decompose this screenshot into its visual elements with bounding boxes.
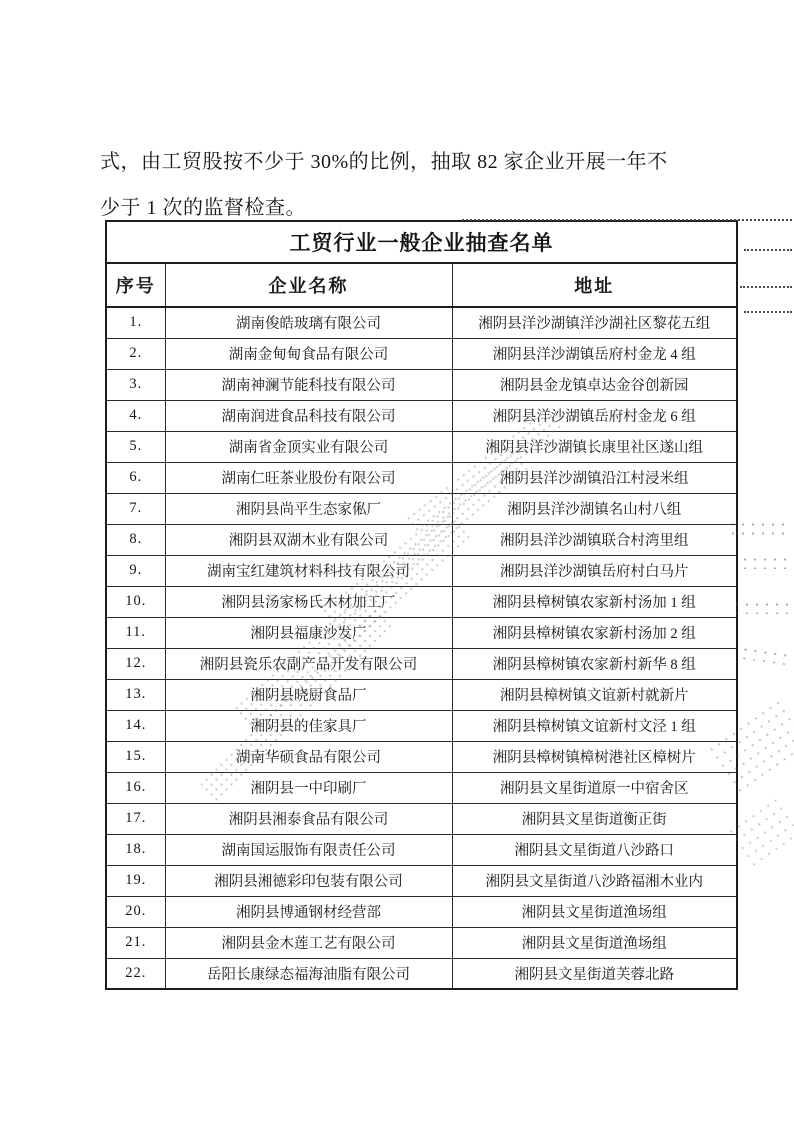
row-company-name: 湘阴县汤家杨氏木材加工厂 <box>165 586 452 617</box>
row-serial-number: 4. <box>106 400 165 431</box>
row-company-address: 湘阴县洋沙湖镇联合村湾里组 <box>452 524 737 555</box>
scan-artifact-speckle-margin-2 <box>740 555 792 569</box>
table-row <box>106 834 737 865</box>
row-company-name: 湖南俊皓玻璃有限公司 <box>165 307 452 338</box>
row-company-name: 岳阳长康绿态福海油脂有限公司 <box>165 958 452 989</box>
row-company-address: 湘阴县文星街道衡正街 <box>452 803 737 834</box>
scan-artifact-dotline-right-1 <box>744 249 792 251</box>
row-company-name: 湘阴县湘泰食品有限公司 <box>165 803 452 834</box>
row-serial-number: 10. <box>106 586 165 617</box>
row-serial-number: 22. <box>106 958 165 989</box>
table-row <box>106 617 737 648</box>
row-serial-number: 16. <box>106 772 165 803</box>
row-company-address: 湘阴县洋沙湖镇沿江村浸米组 <box>452 462 737 493</box>
row-company-name: 湖南华硕食品有限公司 <box>165 741 452 772</box>
row-serial-number: 7. <box>106 493 165 524</box>
table-row <box>106 307 737 338</box>
table-header-row <box>106 263 737 307</box>
row-serial-number: 9. <box>106 555 165 586</box>
row-company-address: 湘阴县樟树镇樟树港社区樟树片 <box>452 741 737 772</box>
row-company-address: 湘阴县樟树镇农家新村汤加 1 组 <box>452 586 737 617</box>
row-company-address: 湘阴县文星街道八沙路福湘木业内 <box>452 865 737 896</box>
row-serial-number: 11. <box>106 617 165 648</box>
row-company-address: 湘阴县洋沙湖镇岳府村金龙 4 组 <box>452 338 737 369</box>
row-company-name: 湘阴县双湖木业有限公司 <box>165 524 452 555</box>
row-company-name: 湖南金甸甸食品有限公司 <box>165 338 452 369</box>
row-serial-number: 13. <box>106 679 165 710</box>
table-row <box>106 555 737 586</box>
table-row <box>106 710 737 741</box>
row-company-name: 湘阴县的佳家具厂 <box>165 710 452 741</box>
table-row <box>106 431 737 462</box>
row-company-name: 湘阴县湘德彩印包装有限公司 <box>165 865 452 896</box>
row-company-address: 湘阴县洋沙湖镇岳府村金龙 6 组 <box>452 400 737 431</box>
row-company-address: 湘阴县文星街道渔场组 <box>452 896 737 927</box>
row-serial-number: 15. <box>106 741 165 772</box>
row-company-address: 湘阴县文星街道芙蓉北路 <box>452 958 737 989</box>
row-company-address: 湘阴县文星街道原一中宿舍区 <box>452 772 737 803</box>
table-row <box>106 493 737 524</box>
table-row <box>106 772 737 803</box>
table-row <box>106 803 737 834</box>
row-serial-number: 12. <box>106 648 165 679</box>
row-serial-number: 14. <box>106 710 165 741</box>
row-company-address: 湘阴县洋沙湖镇名山村八组 <box>452 493 737 524</box>
row-serial-number: 20. <box>106 896 165 927</box>
header-address: 地址 <box>452 263 737 307</box>
row-company-name: 湖南国运服饰有限责任公司 <box>165 834 452 865</box>
intro-line-2: 少于 1 次的监督检查。 <box>100 197 306 219</box>
row-serial-number: 3. <box>106 369 165 400</box>
row-company-address: 湘阴县金龙镇卓达金谷创新园 <box>452 369 737 400</box>
row-company-address: 湘阴县文星街道八沙路口 <box>452 834 737 865</box>
row-serial-number: 17. <box>106 803 165 834</box>
sampling-table <box>105 220 738 990</box>
row-company-name: 湘阴县瓷乐农副产品开发有限公司 <box>165 648 452 679</box>
row-serial-number: 1. <box>106 307 165 338</box>
scan-artifact-dotline-right-3 <box>744 311 792 313</box>
table-row <box>106 400 737 431</box>
intro-paragraph <box>100 139 718 231</box>
table-row <box>106 741 737 772</box>
row-company-name: 湖南省金顶实业有限公司 <box>165 431 452 462</box>
table-body <box>106 307 737 989</box>
scan-artifact-dotline-right-2 <box>740 286 792 288</box>
intro-line-1: 式，由工贸股按不少于 30%的比例，抽取 82 家企业开展一年不 <box>100 151 668 173</box>
row-company-name: 湘阴县金木莲工艺有限公司 <box>165 927 452 958</box>
scan-artifact-speckle-margin-4 <box>739 645 790 666</box>
row-company-name: 湘阴县博通钢材经营部 <box>165 896 452 927</box>
row-company-name: 湘阴县一中印刷厂 <box>165 772 452 803</box>
table-row <box>106 679 737 710</box>
row-company-address: 湘阴县樟树镇农家新村汤加 2 组 <box>452 617 737 648</box>
table-row <box>106 958 737 989</box>
table-row <box>106 586 737 617</box>
header-serial-number: 序号 <box>106 263 165 307</box>
table-row <box>106 927 737 958</box>
table-row <box>106 462 737 493</box>
table-title-row <box>106 221 737 263</box>
row-serial-number: 21. <box>106 927 165 958</box>
header-company-name: 企业名称 <box>165 263 452 307</box>
table-row <box>106 338 737 369</box>
row-company-address: 湘阴县樟树镇文谊新村文泾 1 组 <box>452 710 737 741</box>
row-serial-number: 19. <box>106 865 165 896</box>
row-serial-number: 5. <box>106 431 165 462</box>
row-serial-number: 6. <box>106 462 165 493</box>
row-serial-number: 8. <box>106 524 165 555</box>
table-row <box>106 524 737 555</box>
row-company-name: 湖南仁旺茶业股份有限公司 <box>165 462 452 493</box>
row-company-name: 湘阴县尚平生态家俬厂 <box>165 493 452 524</box>
scan-artifact-speckle-margin-3 <box>732 600 790 614</box>
table-title: 工贸行业一般企业抽查名单 <box>106 221 737 263</box>
row-company-name: 湖南润进食品科技有限公司 <box>165 400 452 431</box>
row-company-name: 湘阴县晓厨食品厂 <box>165 679 452 710</box>
row-company-address: 湘阴县樟树镇农家新村新华 8 组 <box>452 648 737 679</box>
row-company-address: 湘阴县洋沙湖镇岳府村白马片 <box>452 555 737 586</box>
row-company-name: 湖南宝红建筑材料科技有限公司 <box>165 555 452 586</box>
row-company-address: 湘阴县樟树镇文谊新村就新片 <box>452 679 737 710</box>
table-row <box>106 369 737 400</box>
table-row <box>106 865 737 896</box>
row-company-name: 湘阴县福康沙发厂 <box>165 617 452 648</box>
row-company-address: 湘阴县洋沙湖镇长康里社区遂山组 <box>452 431 737 462</box>
table-row <box>106 896 737 927</box>
row-serial-number: 2. <box>106 338 165 369</box>
row-serial-number: 18. <box>106 834 165 865</box>
row-company-name: 湖南神澜节能科技有限公司 <box>165 369 452 400</box>
row-company-address: 湘阴县洋沙湖镇洋沙湖社区黎花五组 <box>452 307 737 338</box>
row-company-address: 湘阴县文星街道渔场组 <box>452 927 737 958</box>
table-row <box>106 648 737 679</box>
